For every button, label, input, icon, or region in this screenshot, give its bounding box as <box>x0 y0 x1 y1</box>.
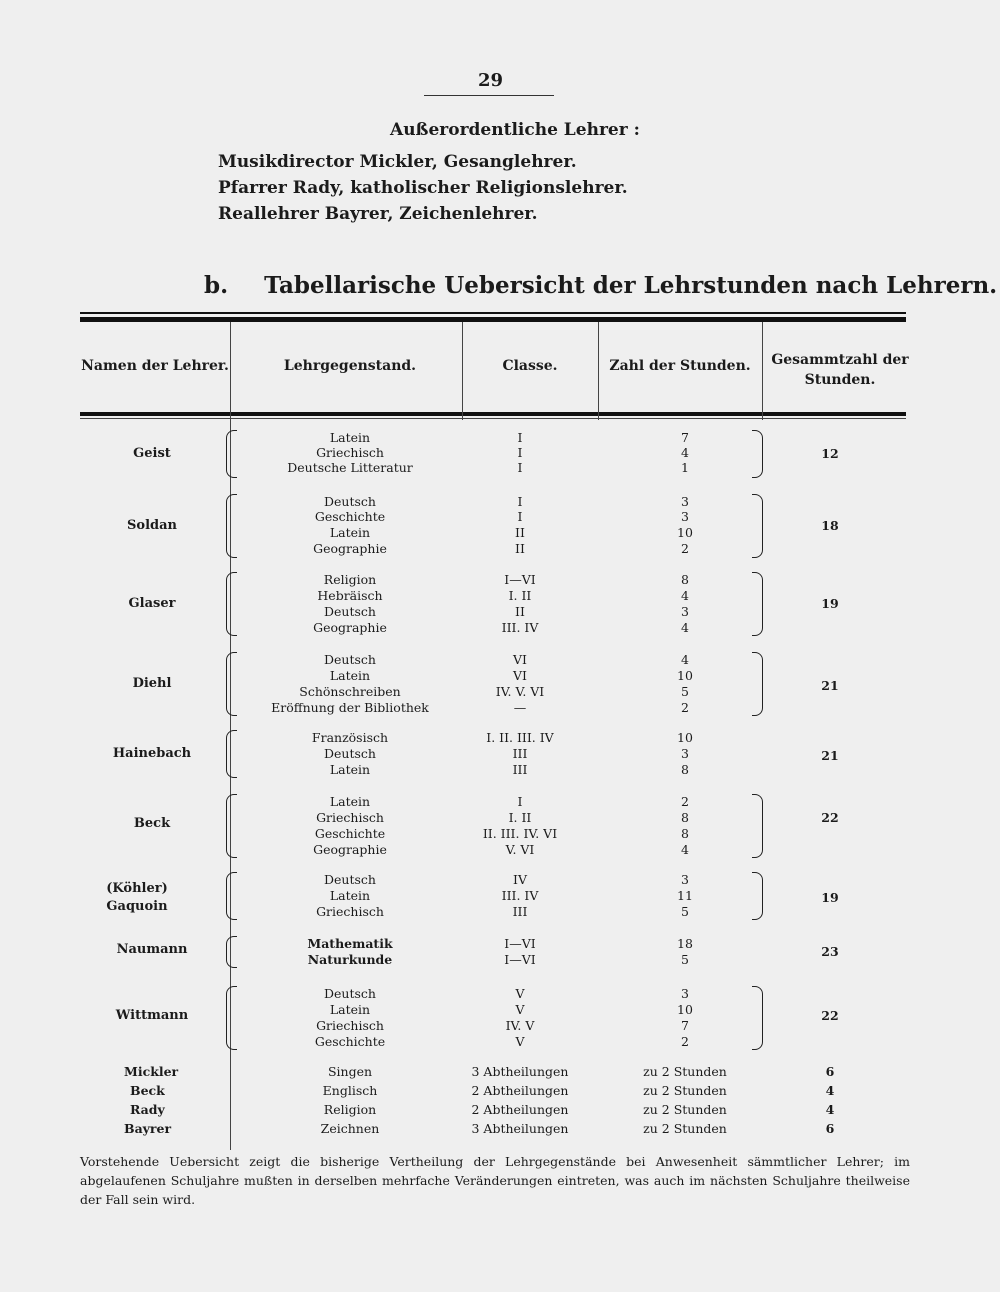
cell-hours: 8 <box>681 762 689 777</box>
cell-subject: Religion <box>323 572 377 587</box>
cell-subject: Geschichte <box>314 509 386 524</box>
cell-hours: 7 <box>681 1018 689 1033</box>
brace <box>226 652 237 716</box>
teacher-name: Diehl <box>132 676 172 691</box>
cell-subject: Eröffnung der Bibliothek <box>271 700 429 715</box>
misc-subject: Singen <box>327 1064 373 1079</box>
cell-subject: Deutsch <box>324 604 376 619</box>
cell-class: V. VI <box>505 842 535 857</box>
page-number-rule <box>424 95 554 96</box>
header-hours: Zahl der Stunden. <box>609 358 751 374</box>
cell-hours: 3 <box>681 494 689 509</box>
cell-subject: Naturkunde <box>307 952 393 967</box>
cell-subject: Hebräisch <box>317 588 383 603</box>
brace <box>752 986 763 1050</box>
misc-name: Beck <box>130 1083 165 1098</box>
misc-name: Bayrer <box>124 1121 172 1136</box>
brace <box>226 730 237 778</box>
cell-hours: 8 <box>681 826 689 841</box>
cell-hours: 18 <box>677 936 693 951</box>
cell-class: I <box>517 445 523 460</box>
misc-class: 3 Abtheilungen <box>471 1121 569 1136</box>
cell-class: V <box>515 1034 525 1049</box>
brace <box>226 572 237 636</box>
misc-subject: Religion <box>323 1102 377 1117</box>
misc-class: 2 Abtheilungen <box>471 1083 569 1098</box>
cell-total: 23 <box>821 944 839 959</box>
section-title-text: Tabellarische Uebersicht der Lehrstunden nach Lehrern. <box>264 272 998 299</box>
cell-subject: Griechisch <box>316 445 384 460</box>
cell-class: III. IV <box>501 620 539 635</box>
cell-subject: Deutsch <box>324 986 376 1001</box>
cell-subject: Griechisch <box>316 904 384 919</box>
cell-hours: 7 <box>681 430 689 445</box>
cell-class: I <box>517 509 523 524</box>
cell-hours: 10 <box>677 1002 693 1017</box>
cell-hours: 3 <box>681 604 689 619</box>
header-bottom-rule-thin <box>80 418 906 419</box>
cell-class: I <box>517 430 523 445</box>
staff-line: Pfarrer Rady, katholischer Religionslehrer. <box>218 178 628 198</box>
cell-hours: 3 <box>681 746 689 761</box>
brace <box>752 872 763 920</box>
header-subject: Lehrgegenstand. <box>283 358 417 374</box>
cell-subject: Griechisch <box>316 810 384 825</box>
cell-class: II. III. IV. VI <box>482 826 558 841</box>
misc-hours: zu 2 Stunden <box>643 1083 727 1098</box>
cell-hours: 4 <box>681 588 689 603</box>
page-number: 29 <box>478 70 504 91</box>
misc-hours: zu 2 Stunden <box>643 1102 727 1117</box>
column-divider <box>762 322 763 420</box>
teacher-name: Naumann <box>116 942 188 957</box>
misc-hours: zu 2 Stunden <box>643 1121 727 1136</box>
cell-hours: 2 <box>681 541 689 556</box>
brace <box>226 494 237 558</box>
cell-subject: Latein <box>329 762 371 777</box>
teacher-name: Beck <box>133 816 171 831</box>
cell-subject: Mathematik <box>307 936 393 951</box>
cell-hours: 4 <box>681 620 689 635</box>
cell-hours: 11 <box>677 888 693 903</box>
staff-heading: Außerordentliche Lehrer : <box>390 120 640 140</box>
cell-subject: Deutsch <box>324 746 376 761</box>
cell-subject: Griechisch <box>316 1018 384 1033</box>
misc-name: Mickler <box>124 1064 179 1079</box>
misc-name: Rady <box>130 1102 165 1117</box>
brace <box>226 872 237 920</box>
cell-class: II <box>515 604 525 619</box>
cell-hours: 10 <box>677 525 693 540</box>
cell-hours: 5 <box>681 684 689 699</box>
misc-total: 4 <box>825 1102 835 1117</box>
teacher-name: (Köhler) Gaquoin <box>106 881 168 914</box>
misc-total: 4 <box>825 1083 835 1098</box>
cell-hours: 10 <box>677 668 693 683</box>
header-total: Gesammtzahl der Stunden. <box>771 352 909 388</box>
misc-total: 6 <box>825 1064 835 1079</box>
cell-subject: Deutsch <box>324 494 376 509</box>
column-divider <box>462 322 463 420</box>
cell-hours: 4 <box>681 652 689 667</box>
cell-class: I—VI <box>504 952 536 967</box>
brace <box>752 494 763 558</box>
misc-class: 2 Abtheilungen <box>471 1102 569 1117</box>
cell-subject: Geographie <box>313 620 387 635</box>
brace <box>226 430 237 478</box>
cell-hours: 8 <box>681 810 689 825</box>
section-title <box>204 272 997 299</box>
misc-hours: zu 2 Stunden <box>643 1064 727 1079</box>
cell-hours: 3 <box>681 509 689 524</box>
cell-subject: Latein <box>329 430 371 445</box>
cell-subject: Latein <box>329 1002 371 1017</box>
cell-class: III <box>512 904 528 919</box>
cell-class: I—VI <box>504 572 536 587</box>
header-teacher: Namen der Lehrer. <box>81 358 229 374</box>
brace <box>226 936 237 968</box>
cell-subject: Latein <box>329 668 371 683</box>
cell-subject: Französisch <box>311 730 389 745</box>
brace <box>226 794 237 858</box>
cell-subject: Latein <box>329 794 371 809</box>
cell-subject: Latein <box>329 525 371 540</box>
cell-hours: 2 <box>681 700 689 715</box>
cell-subject: Deutsche Litteratur <box>287 460 413 475</box>
cell-total: 19 <box>821 596 839 611</box>
teacher-name: Wittmann <box>115 1008 189 1023</box>
footer-note: Vorstehende Uebersicht zeigt die bisherige Vertheilung der Lehrgegenstände bei Anwesenheit sämmtlicher Lehrer; im abgelaufenen Schuljahre mußten in derselben mehrfache Veränderungen eintreten, was auch im nächsten Schuljahre theilweise der Fall sein wird. <box>80 1154 910 1207</box>
cell-class: III <box>512 762 528 777</box>
cell-hours: 3 <box>681 986 689 1001</box>
cell-total: 21 <box>821 748 839 763</box>
cell-class: VI <box>513 668 527 683</box>
cell-subject: Geographie <box>313 541 387 556</box>
cell-class: I—VI <box>504 936 536 951</box>
staff-line: Reallehrer Bayrer, Zeichenlehrer. <box>218 204 538 224</box>
brace <box>752 652 763 716</box>
cell-class: — <box>513 700 527 715</box>
cell-subject: Latein <box>329 888 371 903</box>
cell-hours: 4 <box>681 842 689 857</box>
cell-class: IV <box>513 872 527 887</box>
cell-class: V <box>515 986 525 1001</box>
section-letter: b. <box>204 272 229 299</box>
cell-hours: 2 <box>681 794 689 809</box>
cell-hours: 3 <box>681 872 689 887</box>
cell-total: 22 <box>821 1008 839 1023</box>
misc-total: 6 <box>825 1121 835 1136</box>
cell-class: I <box>517 460 523 475</box>
header-class: Classe. <box>502 358 558 374</box>
cell-class: II <box>515 541 525 556</box>
cell-total: 19 <box>821 890 839 905</box>
cell-hours: 5 <box>681 952 689 967</box>
cell-class: I <box>517 794 523 809</box>
cell-total: 21 <box>821 678 839 693</box>
header-bottom-rule <box>80 412 906 416</box>
misc-class: 3 Abtheilungen <box>471 1064 569 1079</box>
cell-class: IV. V. VI <box>495 684 545 699</box>
brace <box>226 986 237 1050</box>
cell-subject: Deutsch <box>324 872 376 887</box>
teacher-name: Geist <box>133 446 171 461</box>
brace <box>752 794 763 858</box>
misc-subject: Englisch <box>322 1083 378 1098</box>
brace <box>752 430 763 478</box>
column-divider <box>598 322 599 420</box>
cell-class: I <box>517 494 523 509</box>
cell-class: III. IV <box>501 888 539 903</box>
cell-subject: Deutsch <box>324 652 376 667</box>
cell-class: V <box>515 1002 525 1017</box>
cell-hours: 2 <box>681 1034 689 1049</box>
cell-hours: 5 <box>681 904 689 919</box>
cell-subject: Geographie <box>313 842 387 857</box>
staff-line: Musikdirector Mickler, Gesanglehrer. <box>218 152 577 172</box>
cell-class: I. II <box>508 588 532 603</box>
teacher-name: Soldan <box>127 518 177 533</box>
teacher-name: Glaser <box>128 596 176 611</box>
table-top-rule-thick <box>80 317 906 322</box>
cell-total: 22 <box>821 810 839 825</box>
cell-class: VI <box>513 652 527 667</box>
cell-hours: 8 <box>681 572 689 587</box>
cell-class: III <box>512 746 528 761</box>
cell-hours: 4 <box>681 445 689 460</box>
cell-total: 12 <box>821 446 839 461</box>
cell-class: IV. V <box>505 1018 535 1033</box>
cell-subject: Schönschreiben <box>299 684 401 699</box>
cell-hours: 1 <box>681 460 689 475</box>
cell-subject: Geschichte <box>314 1034 386 1049</box>
cell-subject: Geschichte <box>314 826 386 841</box>
misc-subject: Zeichnen <box>320 1121 380 1136</box>
cell-class: II <box>515 525 525 540</box>
cell-class: I. II. III. IV <box>486 730 554 745</box>
teacher-name: Hainebach <box>112 746 192 761</box>
cell-class: I. II <box>508 810 532 825</box>
table-top-rule <box>80 312 906 314</box>
cell-hours: 10 <box>677 730 693 745</box>
cell-total: 18 <box>821 518 839 533</box>
brace <box>752 572 763 636</box>
